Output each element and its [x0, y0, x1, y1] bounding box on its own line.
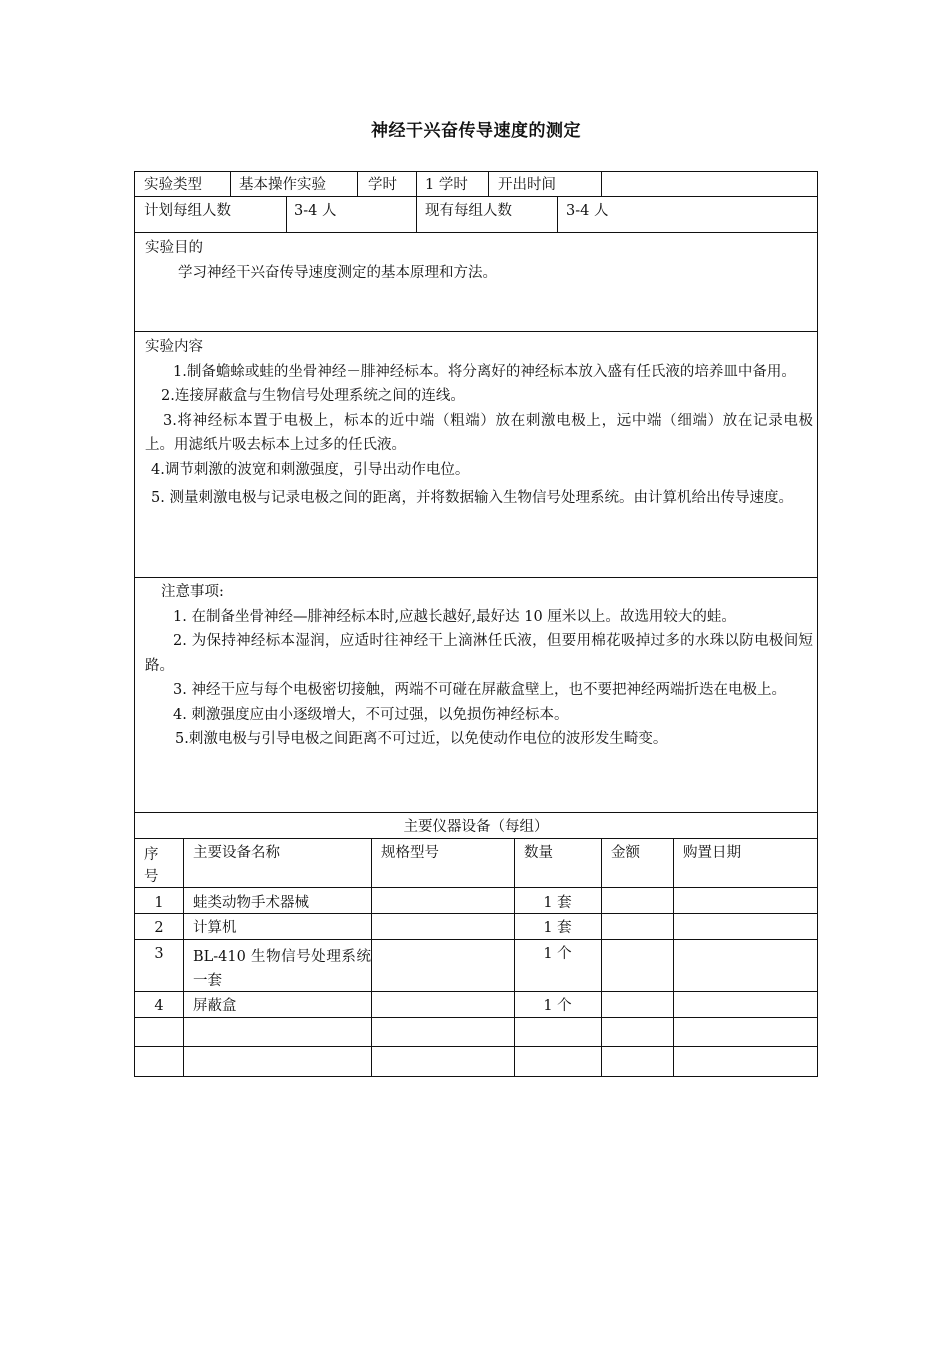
current-label: 现有每组人数: [425, 203, 512, 219]
notes-item: 3. 神经干应与每个电极密切接触，两端不可碰在屏蔽盒壁上，也不要把神经两端折迭在电极上。: [173, 682, 786, 698]
type-label: 实验类型: [144, 177, 202, 193]
page-title: 神经干兴奋传导速度的测定: [371, 121, 581, 141]
hours-value: 1 学时: [425, 177, 468, 193]
purpose-heading: 实验目的: [145, 240, 203, 256]
row-qty: 1 个: [543, 998, 572, 1014]
hours-label: 学时: [368, 177, 397, 193]
col-header-no: 序号: [144, 847, 159, 885]
notes-item: 4. 刺激强度应由小逐级增大，不可过强，以免损伤神经标本。: [173, 706, 569, 723]
start-value: [602, 173, 610, 176]
content-section: [145, 335, 813, 511]
col-header-date: 购置日期: [683, 845, 741, 861]
purpose-section: [145, 236, 813, 285]
row-name: BL-410 生物信号处理系统一套: [193, 949, 371, 989]
purpose-text: 学习神经干兴奋传导速度测定的基本原理和方法。: [178, 264, 497, 281]
current-value: 3-4 人: [566, 203, 609, 219]
content-heading: 实验内容: [145, 339, 203, 355]
content-item: 4.调节刺激的波宽和刺激强度，引导出动作电位。: [151, 461, 470, 478]
notes-section: [145, 580, 813, 752]
equipment-heading: 主要仪器设备（每组）: [403, 819, 549, 835]
row-qty: 1 套: [543, 920, 572, 936]
type-value: 基本操作实验: [239, 177, 326, 193]
notes-item: 1. 在制备坐骨神经—腓神经标本时,应越长越好,最好达 10 厘米以上。故选用较大的蛙。: [173, 608, 736, 625]
content-item: 3.将神经标本置于电极上，标本的近中端（粗端）放在刺激电极上，远中端（细端）放在记录电极上。用滤纸片吸去标本上过多的任氏液。: [145, 412, 813, 453]
col-header-name: 主要设备名称: [193, 845, 280, 861]
row-no: 3: [154, 946, 164, 962]
start-label: 开出时间: [498, 177, 556, 193]
row-no: 2: [154, 920, 164, 936]
col-header-spec: 规格型号: [381, 845, 439, 861]
row-no: 1: [154, 895, 164, 911]
row-qty: 1 套: [543, 895, 572, 911]
row-name: 计算机: [193, 920, 237, 936]
plan-label: 计划每组人数: [144, 203, 231, 219]
plan-value: 3-4 人: [294, 203, 337, 219]
notes-heading: 注意事项:: [161, 584, 224, 600]
notes-item: 2. 为保持神经标本湿润，应适时往神经干上滴淋任氏液，但要用棉花吸掉过多的水珠以防电极间短路。: [145, 633, 813, 674]
row-name: 屏蔽盒: [193, 998, 237, 1014]
content-item: 5. 测量刺激电极与记录电极之间的距离，并将数据输入生物信号处理系统。由计算机给出传导速度。: [151, 490, 793, 506]
col-header-amount: 金额: [611, 845, 640, 861]
content-item: 2.连接屏蔽盒与生物信号处理系统之间的连线。: [161, 388, 465, 404]
notes-item: 5.刺激电极与引导电极之间距离不可过近，以免使动作电位的波形发生畸变。: [175, 731, 668, 747]
col-header-qty: 数量: [524, 845, 553, 861]
content-item: 1.制备蟾蜍或蛙的坐骨神经－腓神经标本。将分离好的神经标本放入盛有任氏液的培养皿中备用。: [173, 363, 796, 380]
row-no: 4: [154, 998, 164, 1014]
row-name: 蛙类动物手术器械: [193, 895, 309, 911]
row-qty: 1 个: [543, 946, 572, 962]
